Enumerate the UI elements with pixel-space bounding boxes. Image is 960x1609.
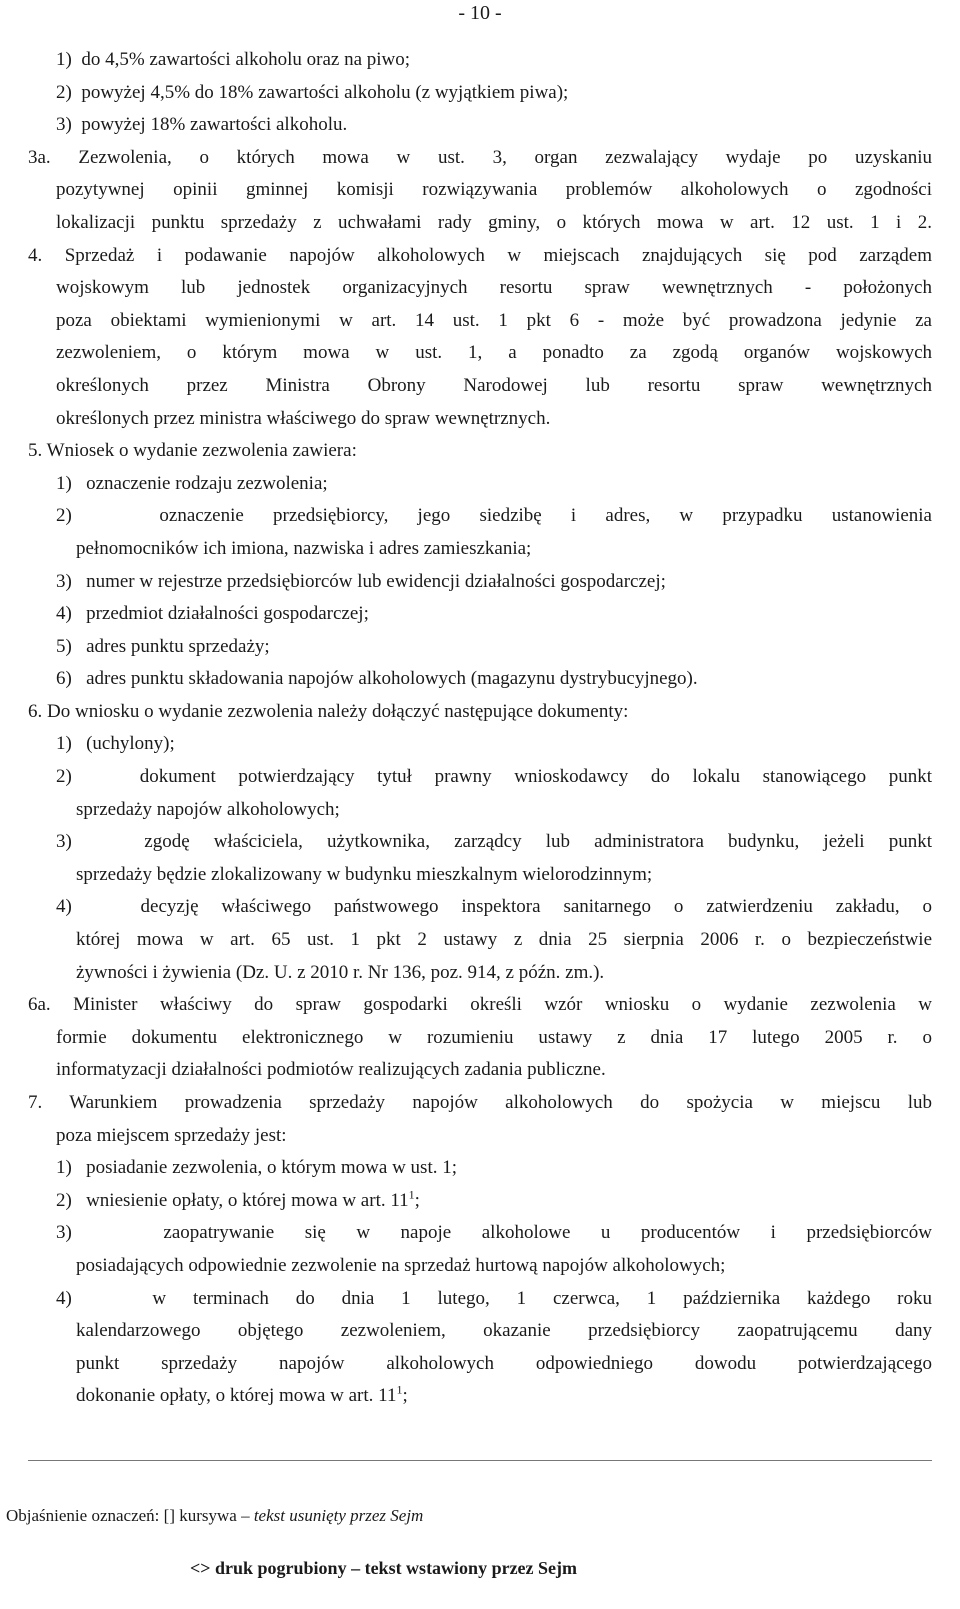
- text-line: dokonanie opłaty, o której mowa w art. $11^1$;: [76, 1383, 408, 1407]
- text-line: poza obiektami wymienionymi w art. 14 ust. 1 pkt 6 - może być prowadzona jedynie za: [56, 309, 932, 331]
- footer-divider: [28, 1460, 932, 1461]
- text-line: pełnomocników ich imiona, nazwiska i adres zamieszkania;: [76, 537, 532, 559]
- text-line: sprzedaży będzie zlokalizowany w budynku mieszkalnym wielorodzinnym;: [76, 863, 653, 885]
- text-line: której mowa w art. 65 ust. 1 pkt 2 ustawy z dnia 25 sierpnia 2006 r. o bezpieczeństwie: [76, 929, 932, 951]
- text-line: 1) posiadanie zezwolenia, o którym mowa w ust. 1;: [56, 1157, 458, 1179]
- document-body: [28, 44, 932, 1413]
- text-line: 6a. Minister właściwy do spraw gospodarki określi wzór wniosku o wydanie zezwolenia w: [28, 994, 932, 1016]
- text-line: 3) powyżej 18% zawartości alkoholu.: [56, 114, 348, 136]
- legend-italic: tekst usunięty przez Sejm: [253, 1506, 424, 1525]
- text-line: 6. Do wniosku o wydanie zezwolenia należy dołączyć następujące dokumenty:: [28, 700, 629, 722]
- text-line: formie dokumentu elektronicznego w rozumieniu ustawy z dnia 17 lutego 2005 r. o: [56, 1026, 932, 1048]
- legend-brackets: [] kursywa –: [163, 1506, 250, 1525]
- text-line: kalendarzowego objętego zezwoleniem, okazanie przedsiębiorcy zaopatrującemu dany: [76, 1320, 932, 1342]
- text-line: 4. Sprzedaż i podawanie napojów alkoholowych w miejscach znajdujących się pod zarządem: [28, 244, 932, 266]
- text-line: 7. Warunkiem prowadzenia sprzedaży napojów alkoholowych do spożycia w miejscu lub: [28, 1092, 932, 1113]
- text-line: poza miejscem sprzedaży jest:: [56, 1124, 287, 1146]
- text-line: 5. Wniosek o wydanie zezwolenia zawiera:: [28, 440, 357, 462]
- text-line: 4) przedmiot działalności gospodarczej;: [56, 603, 369, 625]
- text-line: informatyzacji działalności podmiotów realizujących zadania publiczne.: [56, 1059, 606, 1081]
- text-line: wojskowym lub jednostek organizacyjnych resortu spraw wewnętrznych - położonych: [56, 277, 932, 299]
- text-line: 2) powyżej 4,5% do 18% zawartości alkoholu (z wyjątkiem piwa);: [56, 81, 569, 103]
- text-line: 5) adres punktu sprzedaży;: [56, 635, 270, 657]
- text-line: 6) adres punktu składowania napojów alkoholowych (magazynu dystrybucyjnego).: [56, 668, 698, 690]
- legend-bold: <> druk pogrubiony – tekst wstawiony przez Sejm: [190, 1558, 578, 1578]
- text-line: 2) oznaczenie przedsiębiorcy, jego siedzibę i adres, w przypadku ustanowienia: [56, 505, 932, 527]
- text-line: określonych przez ministra właściwego do spraw wewnętrznych.: [56, 407, 551, 429]
- text-line: 2) wniesienie opłaty, o której mowa w art. $11^1$;: [56, 1187, 420, 1211]
- text-line: posiadających odpowiednie zezwolenie na sprzedaż hurtową napojów alkoholowych;: [76, 1254, 726, 1276]
- page-number: - 10 -: [458, 2, 502, 24]
- legend-prefix: Objaśnienie oznaczeń:: [6, 1506, 160, 1525]
- text-line: zezwoleniem, o którym mowa w ust. 1, a ponadto za zgodą organów wojskowych: [56, 342, 932, 364]
- text-line: pozytywnej opinii gminnej komisji rozwiązywania problemów alkoholowych o zgodności: [56, 179, 932, 201]
- text-line: punkt sprzedaży napojów alkoholowych odpowiedniego dowodu potwierdzającego: [76, 1352, 932, 1374]
- text-line: 1) (uchylony);: [56, 733, 175, 755]
- text-line: 3) zaopatrywanie się w napoje alkoholowe u producentów i przedsiębiorców: [56, 1222, 932, 1244]
- text-line: 1) do 4,5% zawartości alkoholu oraz na piwo;: [56, 49, 411, 70]
- text-line: 4) w terminach do dnia 1 lutego, 1 czerwca, 1 października każdego roku: [56, 1287, 932, 1309]
- text-line: 3a. Zezwolenia, o których mowa w ust. 3, organ zezwalający wydaje po uzyskaniu: [28, 146, 932, 168]
- text-line: 3) numer w rejestrze przedsiębiorców lub ewidencji działalności gospodarczej;: [56, 570, 666, 592]
- legend: [6, 1506, 423, 1526]
- text-line: 3) zgodę właściciela, użytkownika, zarządcy lub administratora budynku, jeżeli punkt: [56, 831, 932, 853]
- text-line: żywności i żywienia (Dz. U. z 2010 r. Nr 136, poz. 914, z późn. zm.).: [76, 961, 605, 983]
- text-line: 1) oznaczenie rodzaju zezwolenia;: [56, 472, 328, 494]
- text-line: sprzedaży napojów alkoholowych;: [76, 798, 340, 820]
- text-line: 4) decyzję właściwego państwowego inspektora sanitarnego o zatwierdzeniu zakładu, o: [56, 896, 932, 918]
- text-line: lokalizacji punktu sprzedaży z uchwałami rady gminy, o których mowa w art. 12 ust. 1 i 2.: [56, 211, 932, 233]
- text-line: 2) dokument potwierdzający tytuł prawny wnioskodawcy do lokalu stanowiącego punkt: [56, 766, 932, 788]
- text-line: określonych przez Ministra Obrony Narodowej lub resortu spraw wewnętrznych: [56, 374, 932, 396]
